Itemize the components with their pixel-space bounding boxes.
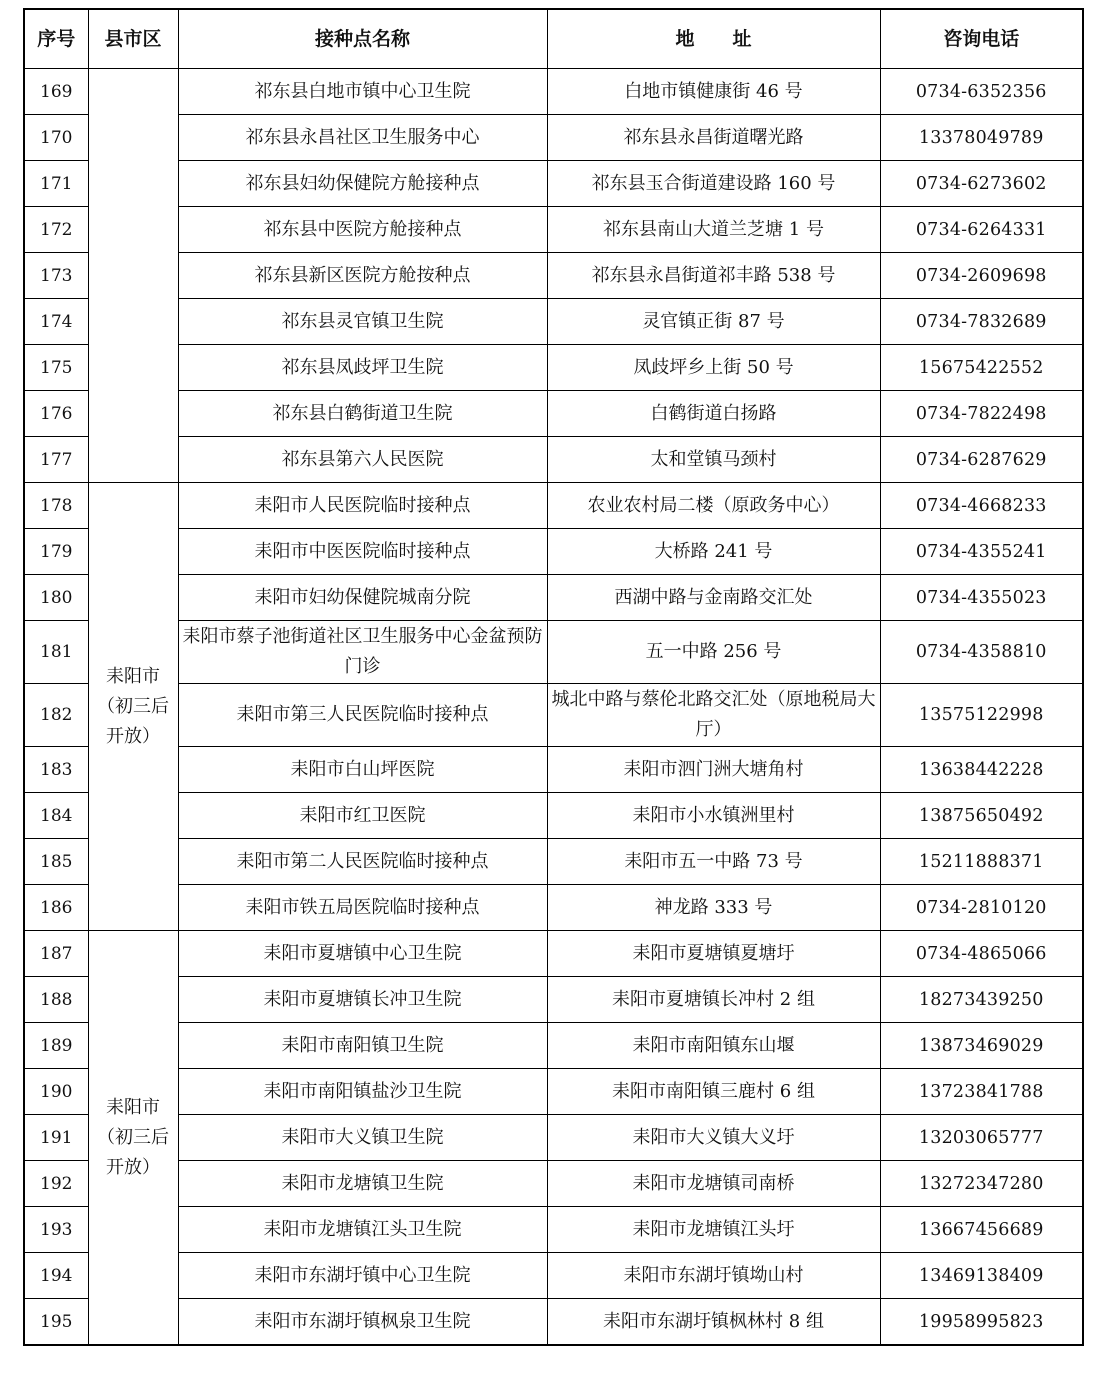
table-row	[24, 115, 1083, 161]
cell-phone: 13378049789	[880, 115, 1083, 161]
cell-phone: 0734-4668233	[880, 483, 1083, 529]
table-row	[24, 977, 1083, 1023]
cell-seq: 182	[24, 684, 88, 747]
cell-phone: 13723841788	[880, 1069, 1083, 1115]
cell-site-name: 耒阳市南阳镇卫生院	[178, 1023, 547, 1069]
table-row	[24, 747, 1083, 793]
header-phone: 咨询电话	[880, 9, 1083, 69]
cell-phone: 15675422552	[880, 345, 1083, 391]
cell-seq: 195	[24, 1299, 88, 1346]
cell-phone: 0734-6352356	[880, 69, 1083, 115]
table-row	[24, 1299, 1083, 1346]
cell-phone: 0734-6273602	[880, 161, 1083, 207]
cell-phone: 15211888371	[880, 839, 1083, 885]
cell-site-name: 祁东县妇幼保健院方舱接种点	[178, 161, 547, 207]
vaccination-sites-table	[23, 8, 1084, 1346]
header-region: 县市区	[88, 9, 178, 69]
table-row	[24, 437, 1083, 483]
cell-address: 耒阳市夏塘镇长冲村 2 组	[547, 977, 880, 1023]
cell-phone: 0734-6264331	[880, 207, 1083, 253]
cell-seq: 179	[24, 529, 88, 575]
cell-phone: 13575122998	[880, 684, 1083, 747]
cell-site-name: 耒阳市夏塘镇长冲卫生院	[178, 977, 547, 1023]
cell-seq: 185	[24, 839, 88, 885]
cell-address: 农业农村局二楼（原政务中心）	[547, 483, 880, 529]
cell-address: 耒阳市东湖圩镇枫林村 8 组	[547, 1299, 880, 1346]
cell-address: 耒阳市南阳镇三鹿村 6 组	[547, 1069, 880, 1115]
table-row	[24, 299, 1083, 345]
cell-phone: 13667456689	[880, 1207, 1083, 1253]
cell-seq: 188	[24, 977, 88, 1023]
cell-seq: 169	[24, 69, 88, 115]
cell-site-name: 耒阳市蔡子池街道社区卫生服务中心金盆预防门诊	[178, 621, 547, 684]
table-row	[24, 69, 1083, 115]
table-row	[24, 1023, 1083, 1069]
cell-phone: 13469138409	[880, 1253, 1083, 1299]
cell-site-name: 耒阳市白山坪医院	[178, 747, 547, 793]
cell-seq: 186	[24, 885, 88, 931]
cell-site-name: 祁东县第六人民医院	[178, 437, 547, 483]
cell-address: 耒阳市夏塘镇夏塘圩	[547, 931, 880, 977]
table-row	[24, 1161, 1083, 1207]
cell-phone: 13875650492	[880, 793, 1083, 839]
cell-address: 凤歧坪乡上街 50 号	[547, 345, 880, 391]
header-row	[24, 9, 1083, 69]
header-seq: 序号	[24, 9, 88, 69]
table-row	[24, 529, 1083, 575]
table-row	[24, 575, 1083, 621]
cell-phone: 13272347280	[880, 1161, 1083, 1207]
cell-phone: 18273439250	[880, 977, 1083, 1023]
cell-seq: 192	[24, 1161, 88, 1207]
cell-site-name: 耒阳市大义镇卫生院	[178, 1115, 547, 1161]
cell-seq: 172	[24, 207, 88, 253]
cell-address: 耒阳市东湖圩镇坳山村	[547, 1253, 880, 1299]
table-row	[24, 885, 1083, 931]
cell-site-name: 耒阳市东湖圩镇中心卫生院	[178, 1253, 547, 1299]
cell-address: 白鹤街道白扬路	[547, 391, 880, 437]
cell-seq: 193	[24, 1207, 88, 1253]
cell-phone: 19958995823	[880, 1299, 1083, 1346]
cell-address: 祁东县永昌街道曙光路	[547, 115, 880, 161]
header-name: 接种点名称	[178, 9, 547, 69]
cell-address: 耒阳市龙塘镇江头圩	[547, 1207, 880, 1253]
cell-region: 耒阳市（初三后开放）	[88, 483, 178, 931]
cell-phone: 0734-4355023	[880, 575, 1083, 621]
cell-site-name: 耒阳市红卫医院	[178, 793, 547, 839]
cell-phone: 0734-2810120	[880, 885, 1083, 931]
table-row	[24, 1069, 1083, 1115]
cell-phone: 0734-4865066	[880, 931, 1083, 977]
cell-address: 城北中路与蔡伦北路交汇处（原地税局大厅）	[547, 684, 880, 747]
cell-phone: 13203065777	[880, 1115, 1083, 1161]
cell-region: 耒阳市（初三后开放）	[88, 931, 178, 1346]
cell-phone: 0734-6287629	[880, 437, 1083, 483]
cell-phone: 13638442228	[880, 747, 1083, 793]
cell-phone: 0734-7822498	[880, 391, 1083, 437]
cell-seq: 183	[24, 747, 88, 793]
cell-seq: 176	[24, 391, 88, 437]
cell-region	[88, 69, 178, 483]
cell-site-name: 耒阳市妇幼保健院城南分院	[178, 575, 547, 621]
cell-address: 祁东县永昌街道祁丰路 538 号	[547, 253, 880, 299]
table-row	[24, 684, 1083, 747]
table-row	[24, 207, 1083, 253]
cell-address: 耒阳市南阳镇东山堰	[547, 1023, 880, 1069]
cell-seq: 181	[24, 621, 88, 684]
cell-address: 太和堂镇马颈村	[547, 437, 880, 483]
cell-address: 耒阳市五一中路 73 号	[547, 839, 880, 885]
cell-seq: 184	[24, 793, 88, 839]
cell-address: 白地市镇健康街 46 号	[547, 69, 880, 115]
cell-address: 耒阳市泗门洲大塘角村	[547, 747, 880, 793]
table-row	[24, 161, 1083, 207]
table-body	[24, 69, 1083, 1346]
cell-seq: 175	[24, 345, 88, 391]
cell-seq: 177	[24, 437, 88, 483]
cell-seq: 191	[24, 1115, 88, 1161]
table-row	[24, 391, 1083, 437]
cell-seq: 194	[24, 1253, 88, 1299]
table-row	[24, 345, 1083, 391]
cell-site-name: 祁东县永昌社区卫生服务中心	[178, 115, 547, 161]
cell-address: 耒阳市龙塘镇司南桥	[547, 1161, 880, 1207]
cell-site-name: 祁东县凤歧坪卫生院	[178, 345, 547, 391]
cell-phone: 13873469029	[880, 1023, 1083, 1069]
cell-site-name: 耒阳市东湖圩镇枫泉卫生院	[178, 1299, 547, 1346]
table-row	[24, 1253, 1083, 1299]
cell-seq: 178	[24, 483, 88, 529]
cell-address: 神龙路 333 号	[547, 885, 880, 931]
cell-site-name: 耒阳市第三人民医院临时接种点	[178, 684, 547, 747]
cell-site-name: 耒阳市铁五局医院临时接种点	[178, 885, 547, 931]
cell-site-name: 祁东县白鹤街道卫生院	[178, 391, 547, 437]
cell-phone: 0734-2609698	[880, 253, 1083, 299]
cell-seq: 180	[24, 575, 88, 621]
cell-site-name: 耒阳市南阳镇盐沙卫生院	[178, 1069, 547, 1115]
cell-site-name: 耒阳市龙塘镇江头卫生院	[178, 1207, 547, 1253]
cell-phone: 0734-4358810	[880, 621, 1083, 684]
cell-address: 五一中路 256 号	[547, 621, 880, 684]
table-row	[24, 621, 1083, 684]
table-row	[24, 1207, 1083, 1253]
cell-site-name: 祁东县白地市镇中心卫生院	[178, 69, 547, 115]
cell-site-name: 耒阳市第二人民医院临时接种点	[178, 839, 547, 885]
cell-phone: 0734-4355241	[880, 529, 1083, 575]
cell-seq: 173	[24, 253, 88, 299]
cell-seq: 174	[24, 299, 88, 345]
table-row	[24, 253, 1083, 299]
cell-address: 祁东县南山大道兰芝塘 1 号	[547, 207, 880, 253]
table-row	[24, 1115, 1083, 1161]
cell-address: 耒阳市小水镇洲里村	[547, 793, 880, 839]
table-row	[24, 931, 1083, 977]
cell-seq: 187	[24, 931, 88, 977]
cell-seq: 189	[24, 1023, 88, 1069]
cell-seq: 170	[24, 115, 88, 161]
cell-address: 祁东县玉合街道建设路 160 号	[547, 161, 880, 207]
table-row	[24, 483, 1083, 529]
cell-address: 大桥路 241 号	[547, 529, 880, 575]
cell-site-name: 祁东县灵官镇卫生院	[178, 299, 547, 345]
cell-seq: 190	[24, 1069, 88, 1115]
cell-site-name: 耒阳市中医医院临时接种点	[178, 529, 547, 575]
cell-site-name: 耒阳市龙塘镇卫生院	[178, 1161, 547, 1207]
table-row	[24, 839, 1083, 885]
cell-site-name: 耒阳市夏塘镇中心卫生院	[178, 931, 547, 977]
cell-site-name: 祁东县中医院方舱接种点	[178, 207, 547, 253]
cell-site-name: 耒阳市人民医院临时接种点	[178, 483, 547, 529]
cell-address: 灵官镇正街 87 号	[547, 299, 880, 345]
cell-phone: 0734-7832689	[880, 299, 1083, 345]
cell-site-name: 祁东县新区医院方舱按种点	[178, 253, 547, 299]
cell-address: 西湖中路与金南路交汇处	[547, 575, 880, 621]
cell-seq: 171	[24, 161, 88, 207]
cell-address: 耒阳市大义镇大义圩	[547, 1115, 880, 1161]
table-row	[24, 793, 1083, 839]
header-address: 地 址	[547, 9, 880, 69]
